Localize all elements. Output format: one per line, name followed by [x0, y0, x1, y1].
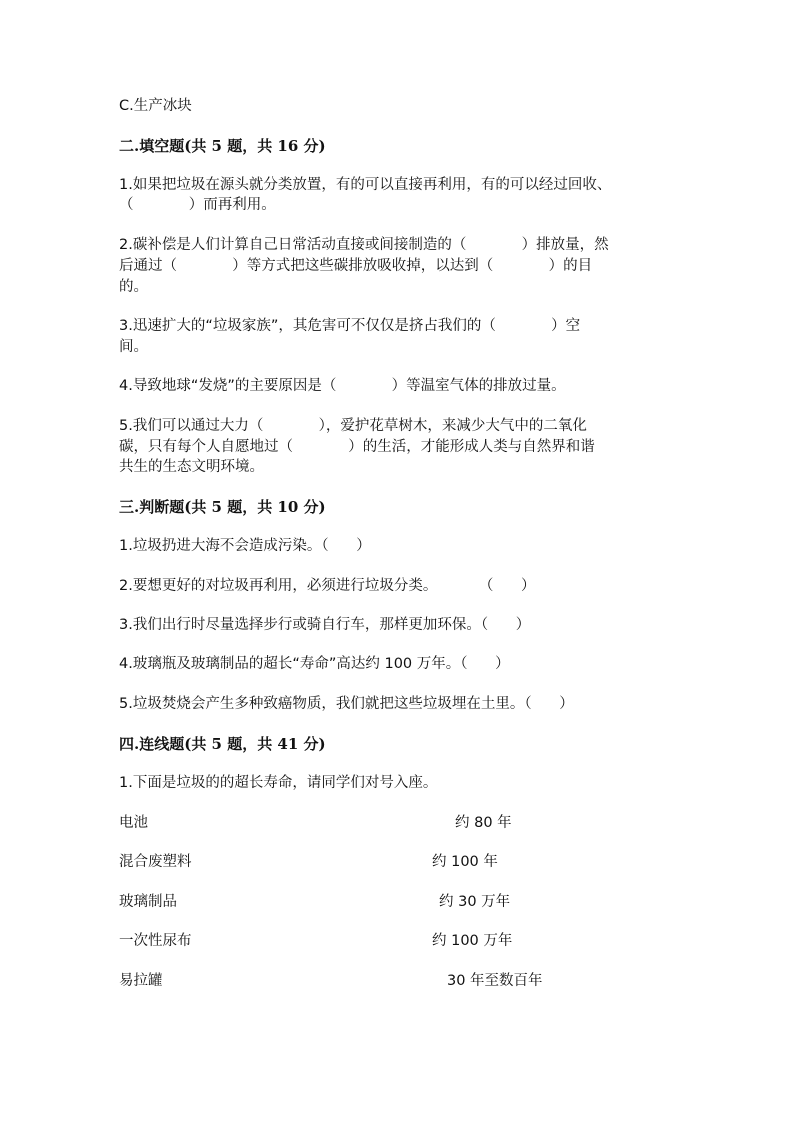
match-right-item: 约 100 年 — [432, 854, 498, 870]
match-right-item: 约 30 万年 — [439, 894, 511, 910]
match-section-heading: 四.连线题(共 5 题，共 41 分) — [119, 735, 326, 753]
match-right-item: 约 80 年 — [455, 815, 512, 831]
option-c: C.生产冰块 — [119, 98, 192, 114]
judge-item: 4.玻璃瓶及玻璃制品的超长“寿命”高达约 100 万年。（ ） — [119, 656, 510, 672]
match-left-item: 易拉罐 — [119, 973, 163, 989]
judge-item: 2.要想更好的对垃圾再利用，必须进行垃圾分类。 （ ） — [119, 578, 536, 594]
fill-q5-line3: 共生的生态文明环境。 — [119, 459, 264, 475]
match-right-item: 约 100 万年 — [432, 933, 513, 949]
fill-q2-line3: 的。 — [119, 279, 148, 295]
fill-q2-line1: 2.碳补偿是人们计算自己日常活动直接或间接制造的（ ）排放量，然 — [119, 237, 609, 253]
judge-item: 3.我们出行时尽量选择步行或骑自行车，那样更加环保。（ ） — [119, 617, 531, 633]
match-left-item: 一次性尿布 — [119, 933, 192, 949]
fill-q3-line2: 间。 — [119, 339, 148, 355]
judge-item: 1.垃圾扔进大海不会造成污染。（ ） — [119, 538, 371, 554]
fill-section-heading: 二.填空题(共 5 题，共 16 分) — [119, 137, 326, 155]
match-left-item: 玻璃制品 — [119, 894, 177, 910]
fill-q1-line2: （ ）而再利用。 — [119, 197, 276, 213]
judge-item: 5.垃圾焚烧会产生多种致癌物质，我们就把这些垃圾埋在土里。（ ） — [119, 696, 574, 712]
fill-q5-line1: 5.我们可以通过大力（ ），爱护花草树木，来减少大气中的二氧化 — [119, 418, 587, 434]
match-right-item: 30 年至数百年 — [447, 973, 543, 989]
fill-q5-line2: 碳，只有每个人自愿地过（ ）的生活，才能形成人类与自然界和谐 — [119, 439, 595, 455]
match-left-item: 混合废塑料 — [119, 854, 192, 870]
match-left-item: 电池 — [119, 815, 148, 831]
fill-q2-line2: 后通过（ ）等方式把这些碳排放吸收掉，以达到（ ）的目 — [119, 258, 593, 274]
fill-q3-line1: 3.迅速扩大的“垃圾家族”，其危害可不仅仅是挤占我们的（ ）空 — [119, 318, 581, 334]
match-intro: 1.下面是垃圾的的超长寿命，请同学们对号入座。 — [119, 775, 438, 791]
fill-q4-line1: 4.导致地球“发烧”的主要原因是（ ）等温室气体的排放过量。 — [119, 378, 566, 394]
fill-q1-line1: 1.如果把垃圾在源头就分类放置，有的可以直接再利用，有的可以经过回收、 — [119, 177, 612, 193]
judge-section-heading: 三.判断题(共 5 题，共 10 分) — [119, 498, 326, 516]
